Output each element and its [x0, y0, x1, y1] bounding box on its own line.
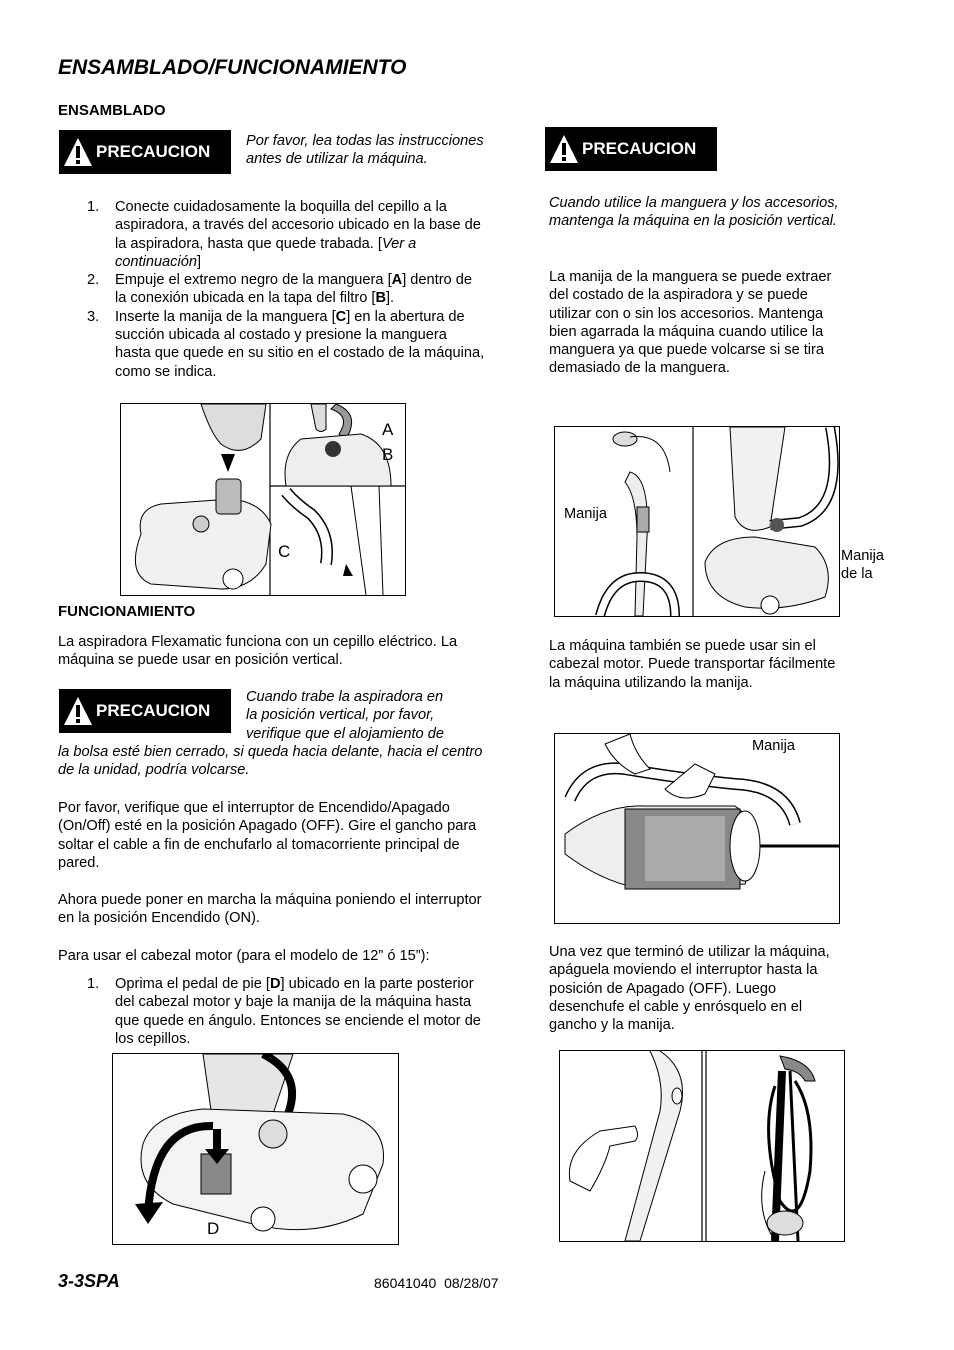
- assembly-steps: [58, 198, 486, 381]
- list-item: 3. Inserte la manija de la manguera [C] en la abertura de succión ubicada al costado y presione la manguera hasta que quede en su sitio en el costado de la máquina, como se indica.: [87, 308, 485, 380]
- label-b: B: [382, 445, 394, 464]
- list-item: 1. Conecte cuidadosamente la boquilla del cepillo a la aspiradora, a través del accesorio ubicado en la base de la aspiradora, hasta que quede trabada. [Ver a continuación]: [87, 199, 481, 270]
- manija-label-2b: de la: [841, 566, 873, 582]
- manija-label-2a: Manija: [841, 548, 884, 564]
- caution-text-operation-part2: la bolsa esté bien cerrado, si queda hacia delante, hacia el centro de la unidad, podría volcarse.: [58, 744, 483, 779]
- carry-illustration: [554, 733, 840, 924]
- carry-drawing: [555, 734, 839, 923]
- page-number: 3-3SPA: [58, 1271, 120, 1291]
- caution-label: PRECAUCION: [96, 701, 211, 720]
- foot-pedal-drawing: [113, 1054, 398, 1244]
- list-item: 2. Empuje el extremo negro de la manguera [A] dentro de la conexión ubicada en la tapa del filtro [B].: [87, 272, 472, 307]
- cord-storage-drawing: [560, 1051, 844, 1241]
- label-d: D: [207, 1219, 220, 1238]
- list-item: 1. Oprima el pedal de pie [D] ubicado en la parte posterior del cabezal motor y baje la manija de la máquina hasta que quede en ángulo. Entonces se enciende el motor de los cepillos.: [87, 976, 481, 1047]
- caution-badge-assembly: [59, 130, 231, 174]
- caution-label: PRECAUCION: [96, 142, 211, 161]
- operation-steps: [58, 975, 486, 1048]
- warning-icon: [549, 134, 579, 164]
- assembly-illustration: [120, 403, 406, 596]
- caution-badge-operation: [59, 689, 231, 733]
- foot-pedal-illustration: [112, 1053, 399, 1245]
- caution-badge-hose: [545, 127, 717, 171]
- assembly-drawing: [121, 404, 405, 595]
- caution-text-assembly: Por favor, lea todas las instrucciones antes de utilizar la máquina.: [246, 133, 484, 168]
- operation-heading: FUNCIONAMIENTO: [58, 603, 196, 620]
- assembly-heading: ENSAMBLADO: [58, 102, 166, 119]
- operation-paragraph-2: Ahora puede poner en marcha la máquina poniendo el interruptor en la posición Encendido (ON).: [58, 892, 482, 927]
- caution-label: PRECAUCION: [582, 139, 697, 158]
- page-title: ENSAMBLADO/FUNCIONAMIENTO: [58, 56, 407, 79]
- cord-storage-illustration: [559, 1050, 845, 1242]
- operation-paragraph-1: Por favor, verifique que el interruptor de Encendido/Apagado (On/Off) esté en la posición Apagado (OFF). Gire el gancho para soltar el cable a fin de enchufarlo al tomacorriente principal de pared.: [58, 800, 477, 871]
- caution-text-hose: Cuando utilice la manguera y los accesorios, mantenga la máquina en la posición vertical.: [549, 195, 839, 230]
- label-c: C: [278, 542, 291, 561]
- label-a: A: [382, 420, 394, 439]
- storage-paragraph: Una vez que terminó de utilizar la máquina, apáguela moviendo el interruptor hasta la posición de Apagado (OFF). Luego desenchufe el cable y enrósquelo en el gancho y la manija.: [549, 944, 830, 1034]
- manija-label-1: Manija: [564, 506, 607, 522]
- warning-icon: [63, 696, 93, 726]
- no-motor-paragraph: La máquina también se puede usar sin el cabezal motor. Puede transportar fácilmente la máquina utilizando la manija.: [549, 638, 836, 691]
- warning-icon: [63, 137, 93, 167]
- document-code: 86041040 08/28/07: [374, 1275, 499, 1291]
- manija-label-3: Manija: [752, 738, 795, 754]
- caution-text-operation-part1: Cuando trabe la aspiradora en la posición vertical, por favor, verifique que el alojamiento de: [246, 689, 444, 742]
- operation-intro: La aspiradora Flexamatic funciona con un cepillo eléctrico. La máquina se puede usar en posición vertical.: [58, 634, 458, 669]
- operation-paragraph-3: Para usar el cabezal motor (para el modelo de 12” ó 15”):: [58, 948, 430, 964]
- hose-paragraph: La manija de la manguera se puede extraer del costado de la aspiradora y se puede utilizar con o sin los accesorios. Mantenga bien agarrada la máquina cuando utilice la manguera ya que puede volcarse si se tira demasiado de la manguera.: [549, 269, 832, 377]
